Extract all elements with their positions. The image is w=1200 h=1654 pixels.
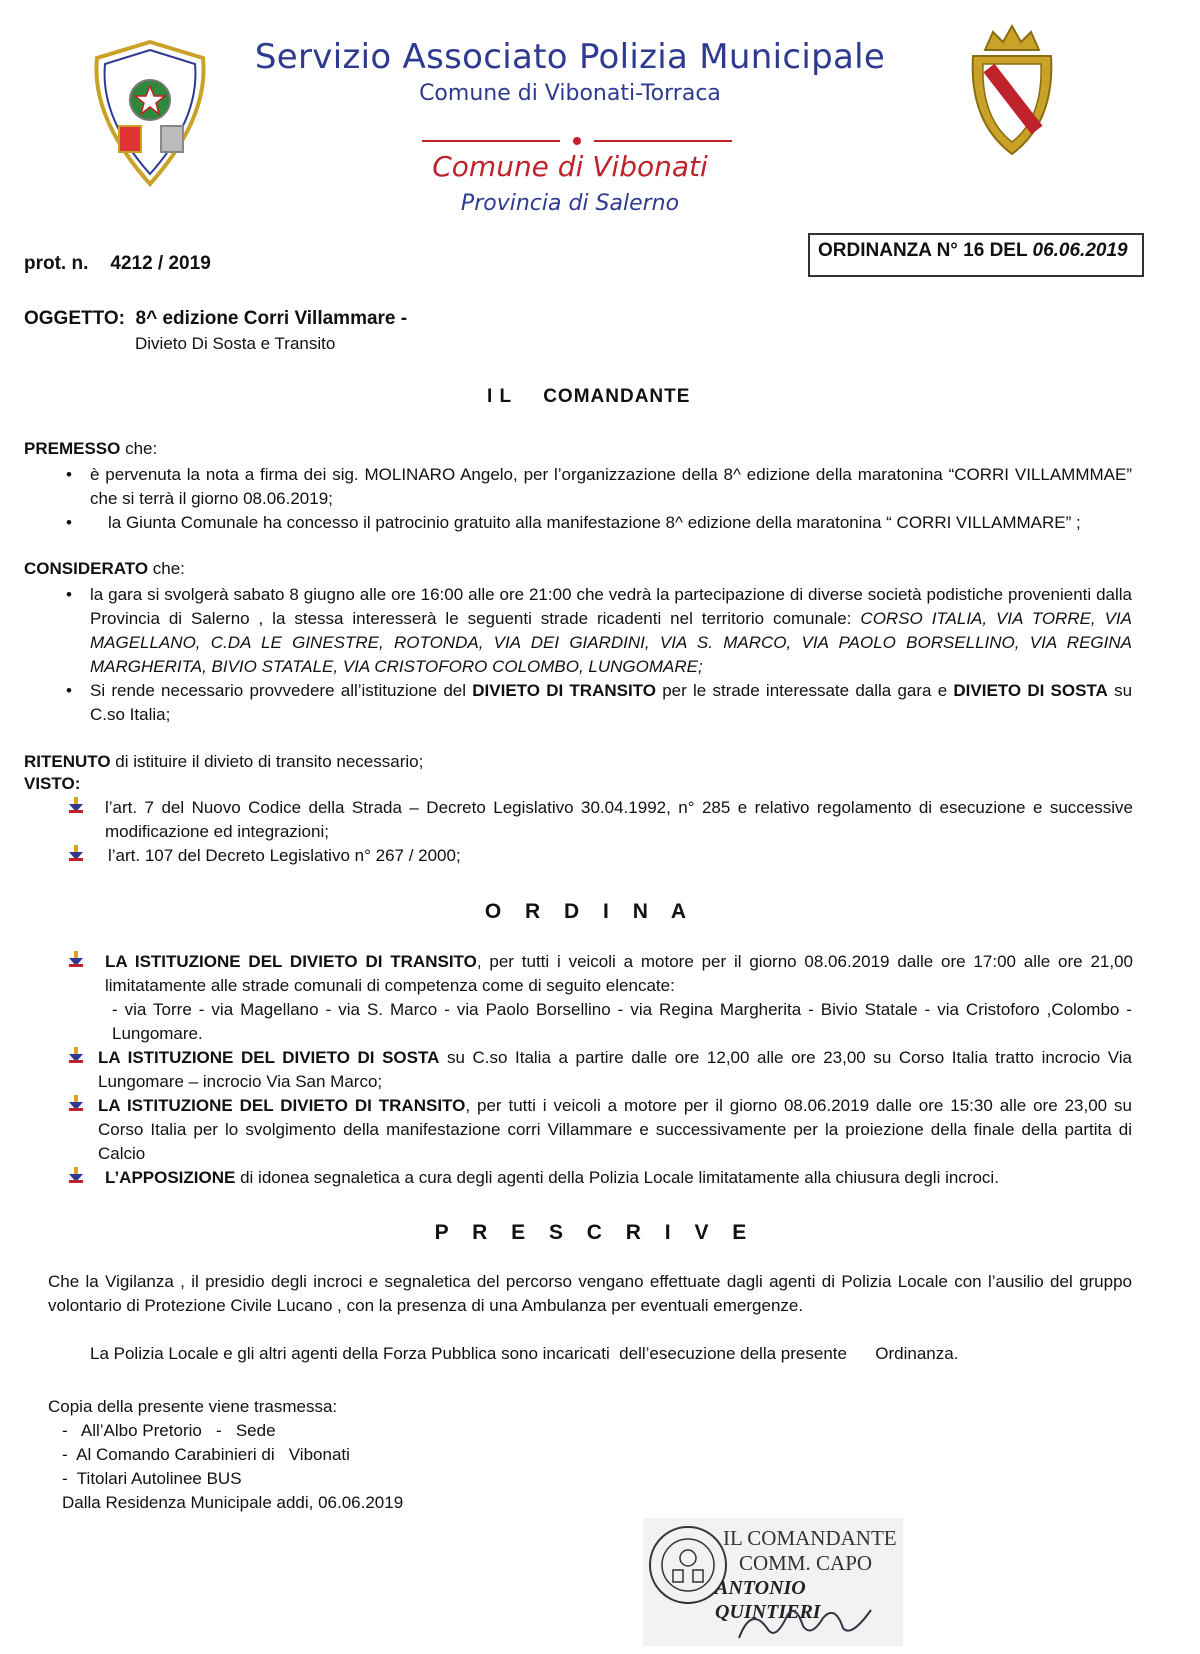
signature-block <box>643 1518 903 1646</box>
oggetto-subtitle: Divieto Di Sosta e Transito <box>135 334 336 353</box>
ordina-heading: O R D I N A <box>484 900 696 923</box>
comandante-heading: I L COMANDANTE <box>487 386 691 407</box>
ritenuto-line: RITENUTO di istituire il divieto di transito necessario; <box>24 752 424 771</box>
protocol-number: prot. n. 4212 / 2019 <box>24 253 211 274</box>
premesso-item-2: la Giunta Comunale ha concesso il patrocinio gratuito alla manifestazione 8^ edizione della maratonina “ CORRI VILLAMMARE” ; <box>108 513 1081 532</box>
ordina-streets: - via Torre - via Magellano - via S. Marco - via Paolo Borsellino - via Regina Margherita - Bivio Statale - via Cristoforo ,Colombo - Lungomare. <box>112 1000 1132 1043</box>
ordina-item-2: LA ISTITUZIONE DEL DIVIETO DI SOSTA su C.so Italia a partire dalle ore 12,00 alle ore 23,00 su Corso Italia tratto incrocio Via Lungomare – incrocio Via San Marco; <box>98 1048 1132 1091</box>
ordinanza-box: ORDINANZA N° 16 DEL 06.06.2019 <box>808 233 1144 277</box>
bullet-icon: • <box>66 465 72 484</box>
polizia-shield-logo <box>85 38 215 188</box>
header-provincia: Provincia di Salerno <box>460 191 680 216</box>
bullet-icon: • <box>66 585 72 604</box>
visto-heading: VISTO: <box>24 774 81 793</box>
arrow-bullet-icon <box>68 797 84 813</box>
header-comune: Comune di Vibonati <box>432 150 708 183</box>
considerato-item-1: la gara si svolgerà sabato 8 giugno alle ore 16:00 alle ore 21:00 che vedrà la partecipazione di diverse società podistiche provenienti dalla Provincia di Salerno , la stessa interesserà le seguenti strade ricadenti nel territorio comunale: CORSO ITALIA, VIA TORRE, VIA MAGELLANO, C.DA LE GINESTRE, ROTONDA, VIA DEI GIARDINI, VIA S. MARCO, VIA PAOLO BORSELLINO, VIA REGINA MARGHERITA, BIVIO STATALE, VIA CRISTOFORO COLOMBO, LUNGOMARE; <box>90 585 1132 676</box>
premesso-heading: PREMESSO che: <box>24 439 158 458</box>
signature-name: ANTONIO QUINTIERI <box>715 1577 821 1623</box>
premesso-item-1: è pervenuta la nota a firma dei sig. MOLINARO Angelo, per l’organizzazione della 8^ edizione della maratonina “CORRI VILLAMMMAE” che si terrà il giorno 08.06.2019; <box>90 465 1132 508</box>
signature-rank: COMM. CAPO <box>739 1551 873 1575</box>
comune-crest-logo <box>955 22 1070 162</box>
copia-item-2: - Al Comando Carabinieri di Vibonati <box>62 1445 350 1464</box>
arrow-bullet-icon <box>68 1167 84 1183</box>
visto-item-2: l’art. 107 del Decreto Legislativo n° 267 / 2000; <box>108 846 461 865</box>
handwritten-signature <box>731 1598 881 1644</box>
arrow-bullet-icon <box>68 1047 84 1063</box>
copia-item-3: - Titolari Autolinee BUS <box>62 1469 242 1488</box>
header-subtitle: Comune di Vibonati-Torraca <box>419 81 721 106</box>
header-divider <box>422 136 732 146</box>
copia-item-1: - All’Albo Pretorio - Sede <box>62 1421 276 1440</box>
arrow-bullet-icon <box>68 951 84 967</box>
residenza-line: Dalla Residenza Municipale addi, 06.06.2019 <box>62 1493 404 1512</box>
esecuzione-text: La Polizia Locale e gli altri agenti della Forza Pubblica sono incaricati dell’esecuzione della presente Ordinanza. <box>90 1344 959 1363</box>
signature-title: IL COMANDANTE <box>723 1526 897 1550</box>
arrow-bullet-icon <box>68 845 84 861</box>
ordina-item-3: LA ISTITUZIONE DEL DIVIETO DI TRANSITO, per tutti i veicoli a motore per il giorno 08.06.2019 dalle ore 15:30 alle ore 23,00 su Corso Italia per lo svolgimento della manifestazione corri Villammare e successivamente per la proiezione della finale della partita di Calcio <box>98 1096 1132 1163</box>
bullet-icon: • <box>66 513 72 532</box>
ordina-item-1: LA ISTITUZIONE DEL DIVIETO DI TRANSITO, per tutti i veicoli a motore per il giorno 08.06.2019 dalle ore 17:00 alle ore 21,00 limitatamente alle strade comunali di competenza come di seguito elencate: <box>105 952 1133 995</box>
prescrive-heading: P R E S C R I V E <box>434 1221 756 1244</box>
arrow-bullet-icon <box>68 1095 84 1111</box>
header-title: Servizio Associato Polizia Municipale <box>254 37 886 77</box>
considerato-item-2: Si rende necessario provvedere all’istituzione del DIVIETO DI TRANSITO per le strade interessate dalla gara e DIVIETO DI SOSTA su C.so Italia; <box>90 681 1133 724</box>
considerato-heading: CONSIDERATO che: <box>24 559 185 578</box>
bullet-icon: • <box>66 681 72 700</box>
visto-item-1: l’art. 7 del Nuovo Codice della Strada – Decreto Legislativo 30.04.1992, n° 285 e relativo regolamento di esecuzione e successive modificazione ed integrazioni; <box>105 798 1133 841</box>
ordina-item-4: L’APPOSIZIONE di idonea segnaletica a cura degli agenti della Polizia Locale limitatamente alla chiusura degli incroci. <box>105 1168 999 1187</box>
copia-label: Copia della presente viene trasmessa: <box>48 1397 338 1416</box>
prescrive-text: Che la Vigilanza , il presidio degli incroci e segnaletica del percorso vengano effettuate dagli agenti di Polizia Locale con l’ausilio del gruppo volontario di Protezione Civile Lucano , con la presenza di una Ambulanza per eventuali emergenze. <box>48 1272 1132 1315</box>
oggetto-title: OGGETTO: 8^ edizione Corri Villammare - <box>24 308 408 329</box>
